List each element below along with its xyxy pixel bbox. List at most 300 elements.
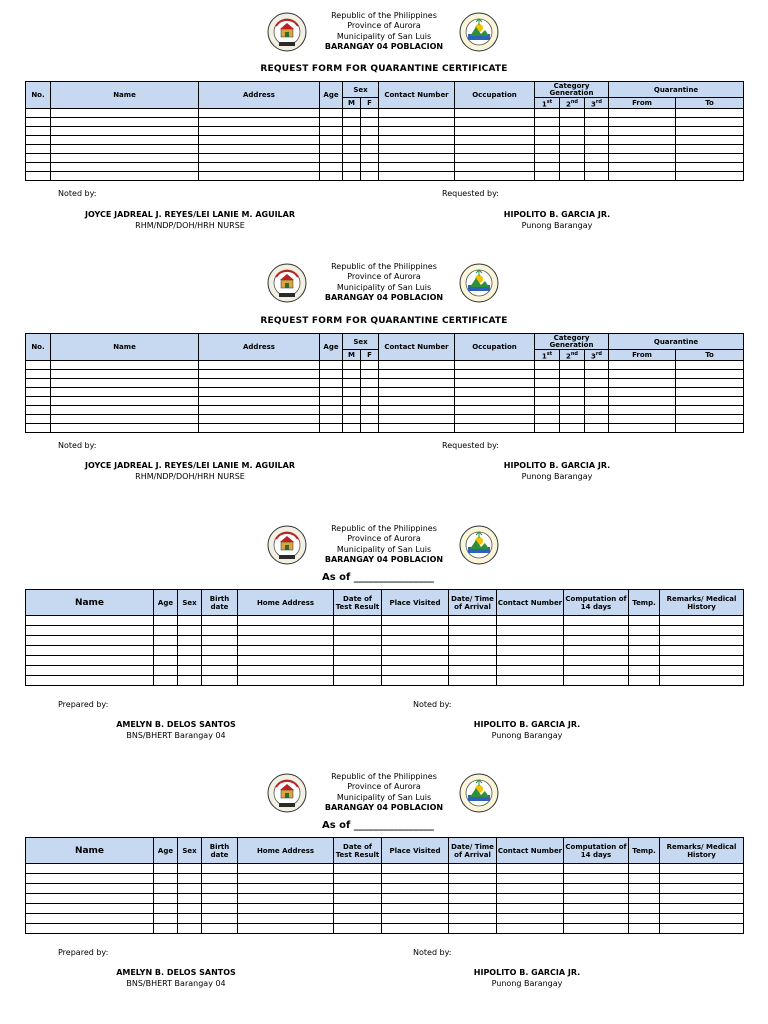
table-cell[interactable]: [379, 118, 455, 127]
table-cell[interactable]: [676, 154, 744, 163]
table-cell[interactable]: [51, 406, 199, 415]
table-cell[interactable]: [51, 397, 199, 406]
table-cell[interactable]: [26, 616, 154, 626]
table-cell[interactable]: [564, 884, 629, 894]
table-cell[interactable]: [51, 109, 199, 118]
table-cell[interactable]: [629, 646, 660, 656]
table-cell[interactable]: [320, 145, 343, 154]
table-cell[interactable]: [379, 172, 455, 181]
table-cell[interactable]: [361, 370, 379, 379]
table-cell[interactable]: [585, 406, 609, 415]
table-cell[interactable]: [497, 656, 564, 666]
table-cell[interactable]: [382, 914, 449, 924]
table-cell[interactable]: [585, 379, 609, 388]
table-cell[interactable]: [449, 666, 497, 676]
table-cell[interactable]: [629, 904, 660, 914]
table-cell[interactable]: [609, 163, 676, 172]
table-cell[interactable]: [629, 924, 660, 934]
table-cell[interactable]: [382, 676, 449, 686]
table-cell[interactable]: [199, 118, 320, 127]
table-cell[interactable]: [455, 424, 535, 433]
table-cell[interactable]: [334, 924, 382, 934]
table-cell[interactable]: [199, 388, 320, 397]
table-cell[interactable]: [238, 626, 334, 636]
table-cell[interactable]: [178, 636, 202, 646]
table-cell[interactable]: [660, 626, 744, 636]
table-cell[interactable]: [202, 894, 238, 904]
table-cell[interactable]: [343, 145, 361, 154]
table-cell[interactable]: [178, 884, 202, 894]
table-cell[interactable]: [379, 109, 455, 118]
table-cell[interactable]: [334, 874, 382, 884]
table-cell[interactable]: [560, 424, 585, 433]
table-cell[interactable]: [660, 894, 744, 904]
table-cell[interactable]: [51, 154, 199, 163]
table-cell[interactable]: [535, 172, 560, 181]
table-cell[interactable]: [535, 370, 560, 379]
table-cell[interactable]: [26, 904, 154, 914]
table-cell[interactable]: [629, 656, 660, 666]
table-cell[interactable]: [26, 127, 51, 136]
table-cell[interactable]: [379, 379, 455, 388]
table-cell[interactable]: [154, 894, 178, 904]
table-cell[interactable]: [609, 379, 676, 388]
table-cell[interactable]: [585, 136, 609, 145]
table-cell[interactable]: [455, 406, 535, 415]
table-cell[interactable]: [343, 406, 361, 415]
table-cell[interactable]: [334, 636, 382, 646]
table-cell[interactable]: [560, 127, 585, 136]
table-cell[interactable]: [660, 914, 744, 924]
table-cell[interactable]: [676, 172, 744, 181]
table-cell[interactable]: [238, 904, 334, 914]
table-cell[interactable]: [629, 616, 660, 626]
table-cell[interactable]: [560, 163, 585, 172]
table-cell[interactable]: [51, 379, 199, 388]
table-cell[interactable]: [455, 379, 535, 388]
table-cell[interactable]: [238, 924, 334, 934]
table-cell[interactable]: [560, 370, 585, 379]
table-cell[interactable]: [343, 424, 361, 433]
table-cell[interactable]: [629, 666, 660, 676]
table-cell[interactable]: [455, 172, 535, 181]
table-cell[interactable]: [238, 894, 334, 904]
table-cell[interactable]: [199, 406, 320, 415]
table-cell[interactable]: [26, 924, 154, 934]
table-cell[interactable]: [629, 864, 660, 874]
table-cell[interactable]: [379, 361, 455, 370]
table-cell[interactable]: [343, 163, 361, 172]
table-cell[interactable]: [199, 172, 320, 181]
table-cell[interactable]: [202, 914, 238, 924]
table-cell[interactable]: [676, 388, 744, 397]
table-cell[interactable]: [51, 163, 199, 172]
table-cell[interactable]: [178, 924, 202, 934]
table-cell[interactable]: [178, 904, 202, 914]
table-cell[interactable]: [497, 914, 564, 924]
table-cell[interactable]: [455, 397, 535, 406]
table-cell[interactable]: [585, 388, 609, 397]
table-cell[interactable]: [178, 676, 202, 686]
table-cell[interactable]: [361, 379, 379, 388]
table-cell[interactable]: [449, 874, 497, 884]
table-cell[interactable]: [585, 163, 609, 172]
table-cell[interactable]: [449, 884, 497, 894]
table-cell[interactable]: [199, 424, 320, 433]
table-cell[interactable]: [609, 415, 676, 424]
table-cell[interactable]: [535, 397, 560, 406]
table-cell[interactable]: [379, 136, 455, 145]
table-cell[interactable]: [178, 616, 202, 626]
table-cell[interactable]: [585, 361, 609, 370]
table-cell[interactable]: [455, 415, 535, 424]
table-cell[interactable]: [609, 388, 676, 397]
table-cell[interactable]: [343, 397, 361, 406]
table-cell[interactable]: [609, 397, 676, 406]
table-cell[interactable]: [382, 626, 449, 636]
table-cell[interactable]: [449, 646, 497, 656]
table-cell[interactable]: [238, 656, 334, 666]
table-cell[interactable]: [51, 136, 199, 145]
table-cell[interactable]: [199, 145, 320, 154]
table-cell[interactable]: [51, 172, 199, 181]
table-cell[interactable]: [449, 904, 497, 914]
table-cell[interactable]: [154, 914, 178, 924]
table-cell[interactable]: [202, 864, 238, 874]
table-cell[interactable]: [660, 636, 744, 646]
table-cell[interactable]: [609, 109, 676, 118]
table-cell[interactable]: [676, 361, 744, 370]
table-cell[interactable]: [238, 616, 334, 626]
table-cell[interactable]: [361, 406, 379, 415]
table-cell[interactable]: [154, 864, 178, 874]
table-cell[interactable]: [676, 424, 744, 433]
table-cell[interactable]: [334, 626, 382, 636]
table-cell[interactable]: [320, 109, 343, 118]
table-cell[interactable]: [449, 656, 497, 666]
table-cell[interactable]: [178, 914, 202, 924]
table-cell[interactable]: [609, 145, 676, 154]
table-cell[interactable]: [564, 864, 629, 874]
table-cell[interactable]: [361, 361, 379, 370]
table-cell[interactable]: [497, 874, 564, 884]
table-cell[interactable]: [382, 874, 449, 884]
table-cell[interactable]: [382, 636, 449, 646]
table-cell[interactable]: [585, 172, 609, 181]
table-cell[interactable]: [26, 388, 51, 397]
table-cell[interactable]: [560, 406, 585, 415]
table-cell[interactable]: [320, 370, 343, 379]
table-cell[interactable]: [154, 924, 178, 934]
table-cell[interactable]: [178, 864, 202, 874]
table-cell[interactable]: [449, 626, 497, 636]
table-cell[interactable]: [238, 914, 334, 924]
table-cell[interactable]: [382, 904, 449, 914]
table-cell[interactable]: [629, 626, 660, 636]
table-cell[interactable]: [609, 424, 676, 433]
table-cell[interactable]: [455, 361, 535, 370]
table-cell[interactable]: [560, 388, 585, 397]
table-cell[interactable]: [178, 646, 202, 656]
table-cell[interactable]: [320, 388, 343, 397]
table-cell[interactable]: [343, 379, 361, 388]
table-cell[interactable]: [334, 616, 382, 626]
table-cell[interactable]: [26, 656, 154, 666]
table-cell[interactable]: [238, 646, 334, 656]
table-cell[interactable]: [676, 145, 744, 154]
table-cell[interactable]: [455, 370, 535, 379]
table-cell[interactable]: [361, 424, 379, 433]
table-cell[interactable]: [178, 874, 202, 884]
table-cell[interactable]: [560, 172, 585, 181]
table-cell[interactable]: [379, 424, 455, 433]
table-cell[interactable]: [497, 884, 564, 894]
table-cell[interactable]: [320, 118, 343, 127]
table-cell[interactable]: [26, 415, 51, 424]
table-cell[interactable]: [585, 145, 609, 154]
table-cell[interactable]: [199, 163, 320, 172]
table-cell[interactable]: [154, 636, 178, 646]
table-cell[interactable]: [609, 118, 676, 127]
table-cell[interactable]: [343, 154, 361, 163]
table-cell[interactable]: [609, 127, 676, 136]
table-cell[interactable]: [379, 397, 455, 406]
table-cell[interactable]: [51, 145, 199, 154]
table-cell[interactable]: [320, 424, 343, 433]
table-cell[interactable]: [202, 904, 238, 914]
table-cell[interactable]: [660, 676, 744, 686]
table-cell[interactable]: [334, 646, 382, 656]
table-cell[interactable]: [535, 118, 560, 127]
table-cell[interactable]: [361, 415, 379, 424]
table-cell[interactable]: [343, 370, 361, 379]
table-cell[interactable]: [379, 163, 455, 172]
table-cell[interactable]: [535, 424, 560, 433]
table-cell[interactable]: [585, 109, 609, 118]
table-cell[interactable]: [238, 636, 334, 646]
table-cell[interactable]: [320, 379, 343, 388]
table-cell[interactable]: [334, 864, 382, 874]
table-cell[interactable]: [564, 656, 629, 666]
table-cell[interactable]: [379, 406, 455, 415]
table-cell[interactable]: [26, 172, 51, 181]
table-cell[interactable]: [660, 924, 744, 934]
table-cell[interactable]: [26, 646, 154, 656]
table-cell[interactable]: [51, 118, 199, 127]
table-cell[interactable]: [676, 118, 744, 127]
table-cell[interactable]: [676, 109, 744, 118]
table-cell[interactable]: [202, 636, 238, 646]
table-cell[interactable]: [202, 676, 238, 686]
table-cell[interactable]: [26, 154, 51, 163]
table-cell[interactable]: [26, 874, 154, 884]
table-cell[interactable]: [585, 424, 609, 433]
table-cell[interactable]: [564, 874, 629, 884]
table-cell[interactable]: [497, 924, 564, 934]
table-cell[interactable]: [585, 415, 609, 424]
table-cell[interactable]: [382, 924, 449, 934]
table-cell[interactable]: [320, 361, 343, 370]
table-cell[interactable]: [334, 676, 382, 686]
table-cell[interactable]: [560, 361, 585, 370]
table-cell[interactable]: [361, 118, 379, 127]
table-cell[interactable]: [199, 397, 320, 406]
table-cell[interactable]: [676, 397, 744, 406]
table-cell[interactable]: [497, 666, 564, 676]
table-cell[interactable]: [154, 656, 178, 666]
table-cell[interactable]: [382, 656, 449, 666]
table-cell[interactable]: [585, 370, 609, 379]
table-cell[interactable]: [320, 163, 343, 172]
table-cell[interactable]: [455, 154, 535, 163]
table-cell[interactable]: [379, 154, 455, 163]
table-cell[interactable]: [238, 666, 334, 676]
table-cell[interactable]: [660, 874, 744, 884]
table-cell[interactable]: [449, 676, 497, 686]
table-cell[interactable]: [676, 406, 744, 415]
table-cell[interactable]: [178, 626, 202, 636]
table-cell[interactable]: [535, 109, 560, 118]
table-cell[interactable]: [26, 163, 51, 172]
table-cell[interactable]: [343, 361, 361, 370]
table-cell[interactable]: [154, 904, 178, 914]
table-cell[interactable]: [535, 361, 560, 370]
table-cell[interactable]: [609, 154, 676, 163]
table-cell[interactable]: [202, 656, 238, 666]
table-cell[interactable]: [564, 626, 629, 636]
table-cell[interactable]: [238, 676, 334, 686]
table-cell[interactable]: [676, 127, 744, 136]
table-cell[interactable]: [343, 136, 361, 145]
table-cell[interactable]: [26, 379, 51, 388]
table-cell[interactable]: [676, 136, 744, 145]
table-cell[interactable]: [26, 666, 154, 676]
table-cell[interactable]: [361, 127, 379, 136]
table-cell[interactable]: [320, 136, 343, 145]
table-cell[interactable]: [660, 884, 744, 894]
table-cell[interactable]: [26, 864, 154, 874]
table-cell[interactable]: [382, 646, 449, 656]
table-cell[interactable]: [334, 914, 382, 924]
table-cell[interactable]: [361, 172, 379, 181]
table-cell[interactable]: [334, 656, 382, 666]
table-cell[interactable]: [238, 864, 334, 874]
table-cell[interactable]: [676, 163, 744, 172]
table-cell[interactable]: [449, 914, 497, 924]
table-cell[interactable]: [320, 406, 343, 415]
table-cell[interactable]: [560, 145, 585, 154]
table-cell[interactable]: [361, 154, 379, 163]
table-cell[interactable]: [629, 874, 660, 884]
table-cell[interactable]: [26, 676, 154, 686]
table-cell[interactable]: [497, 646, 564, 656]
table-cell[interactable]: [560, 154, 585, 163]
table-cell[interactable]: [455, 109, 535, 118]
table-cell[interactable]: [199, 415, 320, 424]
table-cell[interactable]: [26, 406, 51, 415]
table-cell[interactable]: [343, 388, 361, 397]
table-cell[interactable]: [455, 388, 535, 397]
table-cell[interactable]: [154, 616, 178, 626]
table-cell[interactable]: [564, 666, 629, 676]
table-cell[interactable]: [455, 145, 535, 154]
table-cell[interactable]: [202, 874, 238, 884]
table-cell[interactable]: [154, 676, 178, 686]
table-cell[interactable]: [379, 415, 455, 424]
table-cell[interactable]: [26, 626, 154, 636]
table-cell[interactable]: [564, 894, 629, 904]
table-cell[interactable]: [609, 406, 676, 415]
table-cell[interactable]: [379, 127, 455, 136]
table-cell[interactable]: [361, 145, 379, 154]
table-cell[interactable]: [361, 397, 379, 406]
table-cell[interactable]: [497, 626, 564, 636]
table-cell[interactable]: [560, 415, 585, 424]
table-cell[interactable]: [379, 370, 455, 379]
table-cell[interactable]: [455, 118, 535, 127]
table-cell[interactable]: [676, 370, 744, 379]
table-cell[interactable]: [535, 379, 560, 388]
table-cell[interactable]: [560, 118, 585, 127]
table-cell[interactable]: [199, 379, 320, 388]
table-cell[interactable]: [497, 904, 564, 914]
table-cell[interactable]: [449, 636, 497, 646]
table-cell[interactable]: [51, 361, 199, 370]
table-cell[interactable]: [585, 127, 609, 136]
table-cell[interactable]: [535, 154, 560, 163]
table-cell[interactable]: [455, 136, 535, 145]
table-cell[interactable]: [320, 127, 343, 136]
table-cell[interactable]: [320, 172, 343, 181]
table-cell[interactable]: [26, 370, 51, 379]
table-cell[interactable]: [382, 616, 449, 626]
table-cell[interactable]: [629, 676, 660, 686]
table-cell[interactable]: [449, 864, 497, 874]
table-cell[interactable]: [320, 154, 343, 163]
table-cell[interactable]: [609, 172, 676, 181]
table-cell[interactable]: [202, 616, 238, 626]
table-cell[interactable]: [560, 136, 585, 145]
table-cell[interactable]: [382, 864, 449, 874]
table-cell[interactable]: [382, 894, 449, 904]
table-cell[interactable]: [202, 924, 238, 934]
table-cell[interactable]: [343, 118, 361, 127]
table-cell[interactable]: [202, 646, 238, 656]
table-cell[interactable]: [361, 109, 379, 118]
table-cell[interactable]: [497, 676, 564, 686]
table-cell[interactable]: [449, 894, 497, 904]
table-cell[interactable]: [334, 894, 382, 904]
table-cell[interactable]: [26, 361, 51, 370]
table-cell[interactable]: [609, 136, 676, 145]
table-cell[interactable]: [26, 145, 51, 154]
table-cell[interactable]: [379, 145, 455, 154]
table-cell[interactable]: [51, 424, 199, 433]
table-cell[interactable]: [455, 127, 535, 136]
table-cell[interactable]: [535, 406, 560, 415]
table-cell[interactable]: [343, 415, 361, 424]
table-cell[interactable]: [26, 109, 51, 118]
table-cell[interactable]: [382, 666, 449, 676]
table-cell[interactable]: [676, 379, 744, 388]
table-cell[interactable]: [660, 656, 744, 666]
table-cell[interactable]: [320, 397, 343, 406]
table-cell[interactable]: [564, 914, 629, 924]
table-cell[interactable]: [564, 636, 629, 646]
table-cell[interactable]: [497, 616, 564, 626]
table-cell[interactable]: [320, 415, 343, 424]
table-cell[interactable]: [629, 914, 660, 924]
